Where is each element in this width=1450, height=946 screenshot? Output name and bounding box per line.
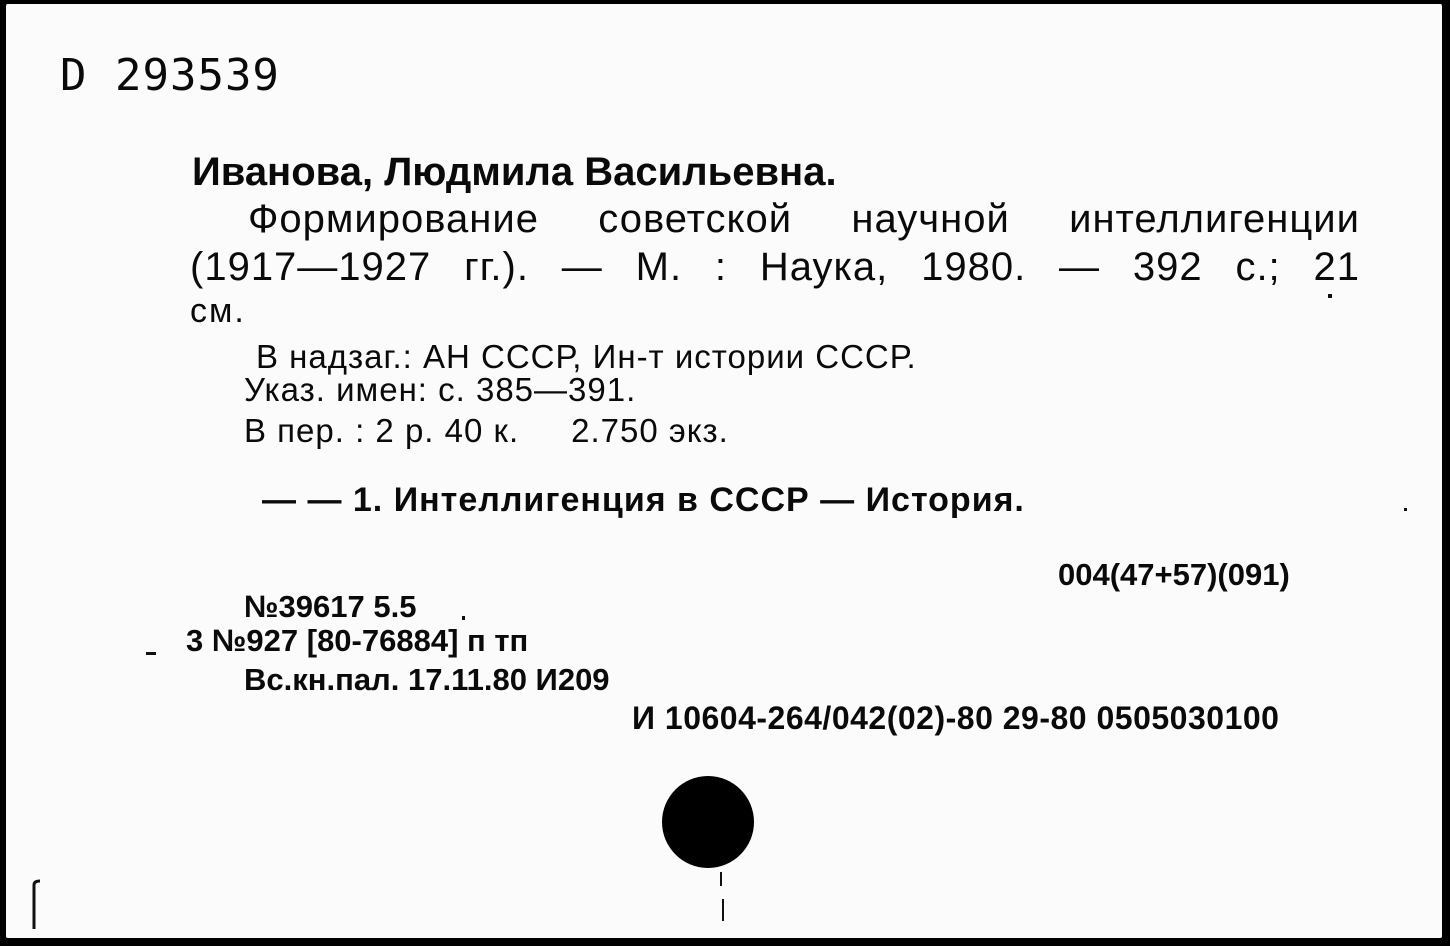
card-hole bbox=[662, 776, 754, 868]
author-heading: Иванова, Людмила Васильевна. bbox=[192, 150, 837, 194]
subject-heading: — — 1. Интеллигенция в СССР — История. bbox=[262, 481, 1025, 519]
speck bbox=[720, 872, 722, 886]
speck bbox=[722, 899, 724, 921]
order-number: №39617 5.5 bbox=[244, 589, 417, 624]
title-line-1: Формирование советской научной интеллигенции bbox=[248, 197, 1360, 241]
book-chamber-line: Вс.кн.пал. 17.11.80 И209 bbox=[244, 662, 610, 697]
corner-mark bbox=[30, 879, 44, 929]
speck bbox=[462, 616, 465, 620]
title-line-2: (1917—1927 гг.). — М. : Наука, 1980. — 392 с.; 21 bbox=[190, 245, 1360, 289]
price: В пер. : 2 р. 40 к. bbox=[244, 412, 520, 449]
note-name-index: Указ. имен: с. 385—391. bbox=[244, 371, 637, 408]
call-number: D 293539 bbox=[60, 50, 280, 101]
title-line-3: см. bbox=[190, 292, 246, 330]
index-code-line: И 10604-264/042(02)-80 29-80 0505030100 bbox=[632, 700, 1280, 736]
udc-code: 004(47+57)(091) bbox=[1058, 557, 1290, 592]
speck bbox=[1404, 508, 1407, 511]
note-price-copies bbox=[244, 414, 729, 447]
speck bbox=[146, 652, 156, 655]
speck bbox=[1328, 294, 1332, 298]
catalog-card bbox=[6, 4, 1442, 938]
plan-number: 3 №927 [80-76884] п тп bbox=[186, 623, 529, 658]
note-nadzag: В надзаг.: АН СССР, Ин-т истории СССР. bbox=[256, 338, 917, 375]
copies: 2.750 экз. bbox=[571, 412, 729, 449]
